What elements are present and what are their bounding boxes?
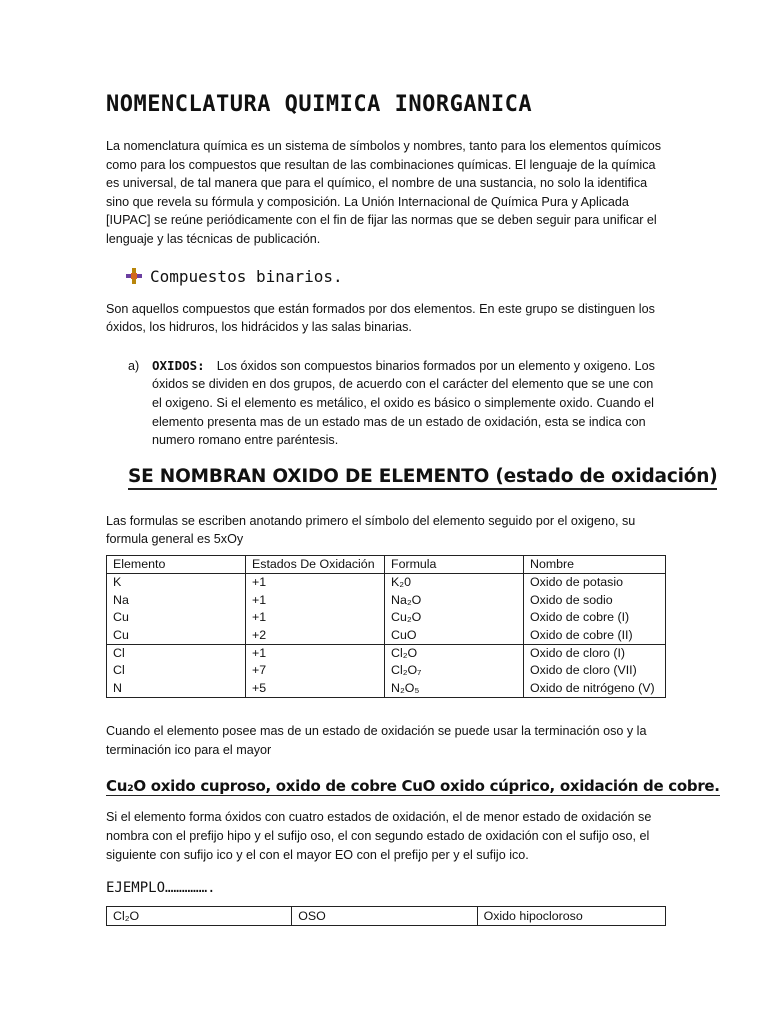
table-row — [107, 627, 666, 645]
table-cell: Cu₂O — [385, 609, 524, 626]
table-cell: Oxido de potasio — [524, 574, 666, 592]
table-cell: Cl₂O₇ — [385, 662, 524, 679]
rule-heading: SE NOMBRAN OXIDO DE ELEMENTO (estado de oxidación) — [128, 466, 717, 490]
table-cell: Oxido de cobre (I) — [524, 609, 666, 626]
table-cell: +1 — [246, 609, 385, 626]
table-cell: Estados De Oxidación — [246, 555, 385, 573]
table-cell: Elemento — [107, 555, 246, 573]
section-heading: Compuestos binarios. — [150, 266, 343, 286]
table-cell: Cu — [107, 609, 246, 626]
formula-paragraph: Las formulas se escriben anotando primero el símbolo del elemento seguido por el oxigeno, su formula general es 5xOy — [106, 513, 636, 547]
table-cell: +2 — [246, 627, 385, 645]
table-cell: Oxido de cloro (VII) — [524, 662, 666, 679]
table-cell: +1 — [246, 574, 385, 592]
table-cell: Oxido de cobre (II) — [524, 627, 666, 645]
table-cell: +1 — [246, 644, 385, 662]
table-cell: +5 — [246, 680, 385, 698]
table-cell: K — [107, 574, 246, 592]
table-cell: Oxido de cloro (I) — [524, 644, 666, 662]
termination-paragraph: Cuando el elemento posee mas de un estado de oxidación se puede usar la terminación oso y la terminación ico para el mayor — [106, 724, 647, 757]
table-cell: Cu — [107, 627, 246, 645]
table-cell: Formula — [385, 555, 524, 573]
table-cell: Na₂O — [385, 592, 524, 609]
list-marker: a) — [128, 358, 140, 373]
table-row — [107, 662, 666, 679]
section-paragraph: Son aquellos compuestos que están formados por dos elementos. En este grupo se distinguen los óxidos, los hidruros, los hidrácidos y las salas binarias. — [106, 301, 655, 335]
table-cell: N₂O₅ — [385, 680, 524, 698]
example-heading: Cu₂O oxido cuproso, oxido de cobre CuO oxido cúprico, oxidación de cobre. — [106, 777, 720, 796]
table-row — [107, 609, 666, 626]
table-cell: N — [107, 680, 246, 698]
table-cell: +1 — [246, 592, 385, 609]
list-item-body — [152, 357, 662, 450]
table-row — [107, 592, 666, 609]
table-cell: Cl — [107, 662, 246, 679]
table-cell: Na — [107, 592, 246, 609]
oxidos-label: OXIDOS: — [152, 357, 205, 373]
table-cell: Cl — [107, 644, 246, 662]
table-cell: Oxido hipocloroso — [477, 907, 665, 926]
oxidos-text: Los óxidos son compuestos binarios formados por un elemento y oxigeno. Los óxidos se dividen en dos grupos, de acuerdo con el carácter del elemento que se une con el oxigeno. Si el elemento es metálico, el oxido es básico o simplemente oxido. Cuando el elemento presenta mas de un estado mas de un estado de oxidación, esta se indica con numero romano entre paréntesis. — [152, 358, 655, 448]
table-cell: Cl₂O — [107, 907, 292, 926]
intro-paragraph: La nomenclatura química es un sistema de símbolos y nombres, tanto para los elementos químicos como para los compuestos que resultan de las combinaciones químicas. El lenguaje de la química es universal, de tal manera que para el químico, el nombre de una sustancia, no solo la identifica sino que revela su fórmula y composición. La Unión Internacional de Química Pura y Aplicada [IUPAC] se reúne periódicamente con el fin de fijar las normas que se deben seguir para unificar el lenguaje y las técnicas de publicación. — [106, 139, 662, 246]
table-cell: K₂0 — [385, 574, 524, 592]
table-cell: Nombre — [524, 555, 666, 573]
table-cell: OSO — [292, 907, 477, 926]
document-page — [106, 92, 720, 926]
example-table — [106, 906, 666, 926]
table-cell: CuO — [385, 627, 524, 645]
cross-bullet-icon — [126, 268, 142, 284]
table-cell: Oxido de sodio — [524, 592, 666, 609]
section-heading-row — [126, 267, 666, 286]
table-row — [107, 644, 666, 662]
table-cell: Cl₂O — [385, 644, 524, 662]
table-cell: +7 — [246, 662, 385, 679]
oxides-table — [106, 555, 666, 698]
page-title: NOMENCLATURA QUIMICA INORGANICA — [106, 92, 533, 117]
prefix-paragraph: Si el elemento forma óxidos con cuatro estados de oxidación, el de menor estado de oxidación se nombra con el prefijo hipo y el sufijo oso, el con segundo estado de oxidación con el sufijo oso, el siguiente con sufijo ico y el con el mayor EO con el prefijo per y el sufijo ico. — [106, 810, 652, 862]
list-item-oxidos — [128, 357, 666, 450]
table-cell: Oxido de nitrógeno (V) — [524, 680, 666, 698]
table-row — [107, 907, 666, 926]
table-row — [107, 680, 666, 698]
table-row — [107, 555, 666, 573]
table-row — [107, 574, 666, 592]
ejemplo-label: EJEMPLO……………. — [106, 880, 216, 897]
